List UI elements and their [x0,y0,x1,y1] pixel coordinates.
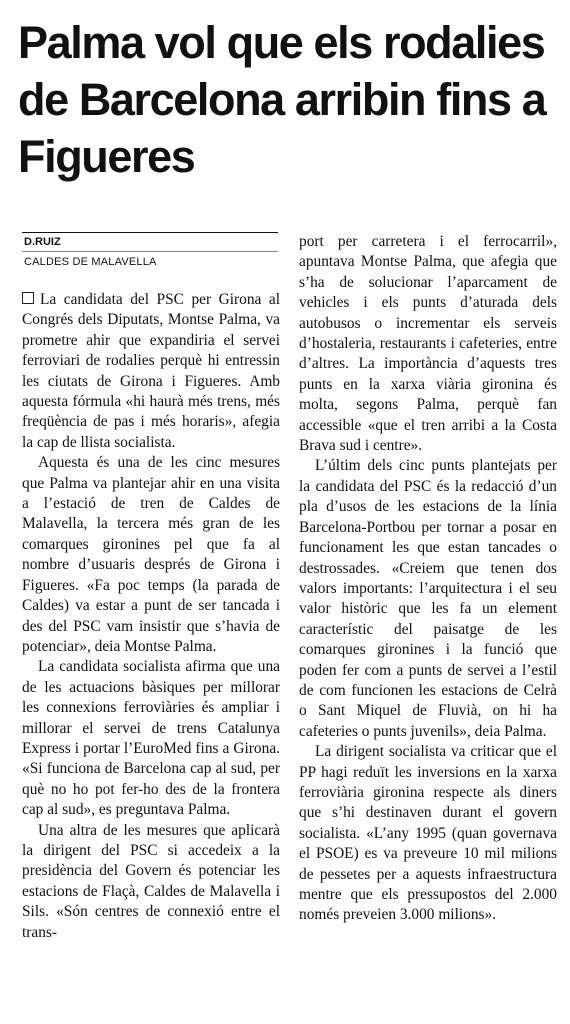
paragraph: Aquesta és una de les cinc mesures que Palma va plantejar ahir en una visita a l’estació de tren de Caldes de Malavella, la tercera més gran de les comarques gironines pel que fa al nombre d’usuaris després de Girona i Figueres. «Fa poc temps (la parada de Caldes) va estar a punt de ser tancada i des del PSC vam insistir que s’havia de potenciar», deia Montse Palma. [22,454,280,655]
paragraph: L’últim dels cinc punts plantejats per la candidata del PSC és la redacció d’un pla d’usos de les estacions de la línia Barcelona-Portbou per tornar a posar en funcionament les que estan tancades o destrossades. «Creiem que tenen dos valors importants: l’arquitectura i el seu valor històric que les fa un element característic del paisatge de les comarques gironines i la funció que poden fer com a punts de servei a l’estil de com funcionen les estacions de Celrà o Sant Miquel de Fluvià, on hi ha cafeteries o punts juvenils», deia Palma. [299,457,557,740]
paragraph: La dirigent socialista va criticar que el PP hagi reduït les inversions en la xarxa ferroviària gironina respecte als diners que s’hi destinaven durant el govern socialista. «L’any 1995 (quan governava el PSOE) es va preveure 10 mil milions de pessetes per a aquests infraestructura mentre que els pressupostos del 2.000 només preveien 3.000 milions». [299,743,557,924]
paragraph [22,290,280,453]
paragraph: port per carretera i el ferrocarril», apuntava Montse Palma, que afegia que s’ha de solucionar l’aparcament de vehicles i els punts d’aturada dels autobusos o incrementar els serveis d’hostaleria, restaurants i cafeteries, entre d’altres. La importància d’aquests tres punts en la xarxa viària gironina és molta, segons Palma, perquè fan accessible «que el tren arribi a la Costa Brava sud i centre». [299,233,557,455]
author: D.RUIZ [24,236,61,248]
headline: Palma vol que els rodalies de Barcelona arribin fins a Figueres [18,17,546,182]
byline-divider [22,251,278,252]
column-right [299,232,557,926]
lead-square-icon [22,292,34,304]
paragraph: La candidata socialista afirma que una de les actuacions bàsiques per millorar les connexions ferroviàries és ampliar i millorar el servei de trens Catalunya Express i portar l’EuroMed fins a Girona. «Si funciona de Barcelona cap al sud, per què no ho pot fer-ho des de la frontera cap al sud», es preguntava Palma. [22,658,280,819]
byline [22,232,278,269]
dateline-location: CALDES DE MALAVELLA [24,256,157,268]
paragraph: Una altra de les mesures que aplicarà la dirigent del PSC si accedeix a la presidència del Govern és potenciar les estacions de Flaçà, Caldes de Malavella i Sils. «Són centres de connexió entre el trans- [22,821,280,941]
paragraph-text: La candidata del PSC per Girona al Congrés dels Diputats, Montse Palma, va prometre ahir que expandiria el servei ferroviari de rodalies perquè hi entressin les ciutats de Girona i Figueres. Amb aquesta fórmula «hi haurà més trens, més freqüència de pas i més horaris», afegia la cap de llista socialista. [22,291,280,451]
byline-rule [22,232,278,233]
column-left [22,290,280,943]
